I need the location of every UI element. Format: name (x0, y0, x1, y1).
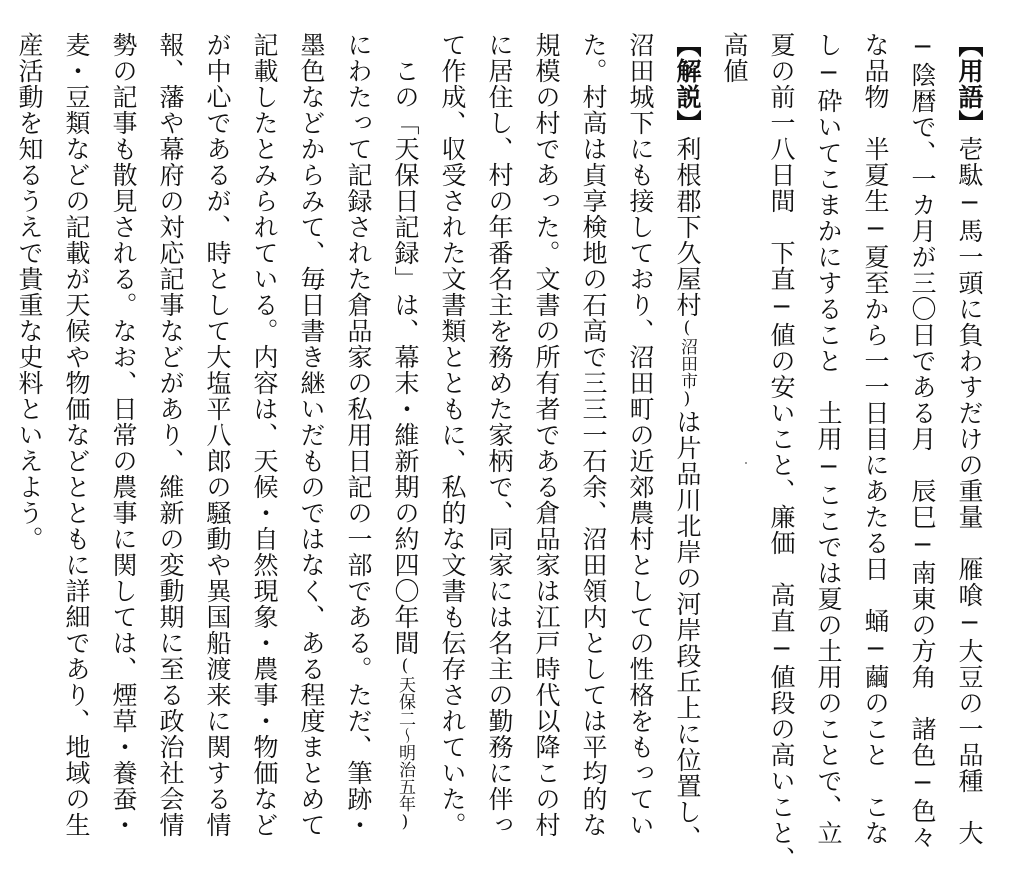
commentary-line-8 (340, 32, 376, 838)
commentary-text: 麦・豆類などの記載が天候や物価などとともに詳細であり、地域の生 (62, 32, 91, 838)
glossary-text: 壱駄─馬一頭に負わすだけの重量 雁喰─大豆の一品種 大 (955, 136, 984, 846)
glossary-line-6 (716, 32, 752, 84)
commentary-text: 報、藩や幕府の対応記事などがあり、維新の変動期に至る政治社会情 (156, 32, 185, 838)
glossary-line-4 (810, 32, 846, 846)
commentary-line-9 (293, 32, 329, 838)
commentary-text: この「天保日記録」は、幕末・維新期の約四〇年間 (391, 32, 420, 656)
commentary-line-5 (481, 32, 517, 838)
glossary-text: 夏の前一八日間 下直─値の安いこと、廉価 高直─値段の高いこと、 (767, 32, 796, 872)
commentary-text: 利根郡下久屋村 (673, 136, 702, 318)
commentary-line-6 (434, 32, 470, 838)
scan-speck (745, 462, 747, 464)
commentary-line-10 (246, 32, 282, 838)
glossary-text: ─陰暦で、一カ月が三〇日である月 辰巳─南東の方角 諸色─色々 (908, 32, 937, 850)
commentary-line-1 (669, 32, 705, 851)
commentary-text: 勢の記事も散見される。なお、日常の農事に関しては、煙草・養蚕・ (109, 32, 138, 838)
commentary-line-12 (152, 32, 188, 838)
commentary-line-13 (105, 32, 141, 838)
commentary-note: (沼田市) (677, 318, 697, 409)
glossary-text: な品物 半夏生─夏至から一一日目にあたる日 蛹─繭のこと こな (861, 32, 890, 846)
commentary-note: (天保二〜明治五年) (395, 656, 415, 832)
commentary-heading: 【解説】 (673, 32, 702, 136)
commentary-text: 規模の村であった。文書の所有者である倉品家は江戸時代以降この村 (532, 32, 561, 838)
commentary-text: 墨色などからみて、毎日書き継いだものではなく、ある程度まとめて (297, 32, 326, 838)
commentary-text: 記載したとみられている。内容は、天候・自然現象・農事・物価など (250, 32, 279, 838)
commentary-text: て作成、収受された文書類とともに、私的な文書も伝存されていた。 (438, 32, 467, 838)
commentary-line-15 (11, 32, 47, 552)
commentary-text: た。村高は貞享検地の石高で三三一石余、沼田領内としては平均的な (579, 32, 608, 838)
commentary-text: 産活動を知るうえで貴重な史料といえよう。 (15, 32, 44, 552)
commentary-text: は片品川北岸の河岸段丘上に位置し、 (673, 409, 702, 851)
glossary-line-3 (857, 32, 893, 846)
commentary-line-4 (528, 32, 564, 838)
commentary-line-11 (199, 32, 235, 838)
glossary-line-5 (763, 32, 799, 872)
commentary-line-3 (575, 32, 611, 838)
glossary-line-1 (951, 32, 987, 846)
commentary-text: が中心であるが、時として大塩平八郎の騒動や異国船渡来に関する情 (203, 32, 232, 838)
commentary-text: 沼田城下にも接しており、沼田町の近郊農村としての性格をもってい (626, 32, 655, 838)
commentary-line-2 (622, 32, 658, 838)
commentary-line-14 (58, 32, 94, 838)
commentary-line-7 (387, 32, 423, 832)
glossary-heading: 【用語】 (955, 32, 984, 136)
glossary-text: し─砕いてこまかにすること 土用─ここでは夏の土用のことで、立 (814, 32, 843, 846)
commentary-text: にわたって記録された倉品家の私用日記の一部である。ただ、筆跡・ (344, 32, 373, 838)
glossary-text: 高値 (720, 32, 749, 84)
glossary-line-2 (904, 32, 940, 850)
commentary-text: に居住し、村の年番名主を務めた家柄で、同家には名主の勤務に伴っ (485, 32, 514, 838)
